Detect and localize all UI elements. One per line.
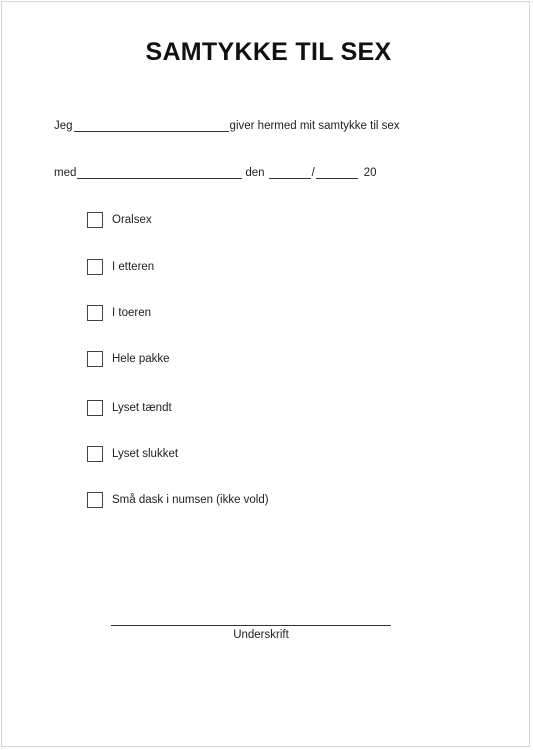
checkbox[interactable] (87, 400, 103, 416)
checkbox[interactable] (87, 351, 103, 367)
option-hele-pakke[interactable] (87, 351, 170, 367)
option-lyset-slukket[interactable] (87, 446, 178, 462)
signature-label: Underskrift (233, 629, 289, 641)
checkbox[interactable] (87, 259, 103, 275)
jeg-label: Jeg (54, 120, 73, 132)
option-smaa-dask[interactable] (87, 492, 269, 508)
option-label: I toeren (112, 307, 151, 319)
checkbox[interactable] (87, 305, 103, 321)
giver-name-field[interactable] (74, 120, 229, 132)
option-i-etteren[interactable] (87, 259, 154, 275)
page-title: SAMTYKKE TIL SEX (145, 38, 392, 66)
date-slash: / (311, 167, 315, 179)
option-label: I etteren (112, 261, 155, 273)
checkbox[interactable] (87, 446, 103, 462)
consent-statement-text: giver hermed mit samtykke til sex (229, 120, 400, 132)
partner-name-field[interactable] (77, 167, 242, 179)
option-label: Små dask i numsen (ikke vold) (112, 494, 269, 506)
med-label: med (54, 167, 77, 179)
option-i-toeren[interactable] (87, 305, 151, 321)
checkbox[interactable] (87, 212, 103, 228)
option-label: Lyset tændt (112, 402, 172, 414)
den-label: den (245, 167, 265, 179)
option-label: Hele pakke (112, 353, 170, 365)
signature-line[interactable] (111, 625, 391, 626)
month-field[interactable] (316, 167, 358, 179)
option-lyset-taendt[interactable] (87, 400, 172, 416)
checkbox[interactable] (87, 492, 103, 508)
consent-giver-line (54, 120, 400, 132)
year-prefix: 20 (363, 167, 377, 179)
partner-date-line (54, 167, 377, 179)
option-label: Oralsex (112, 214, 152, 226)
consent-form-page (1, 1, 530, 747)
option-label: Lyset slukket (112, 448, 179, 460)
option-oralsex[interactable] (87, 212, 152, 228)
day-field[interactable] (269, 167, 311, 179)
